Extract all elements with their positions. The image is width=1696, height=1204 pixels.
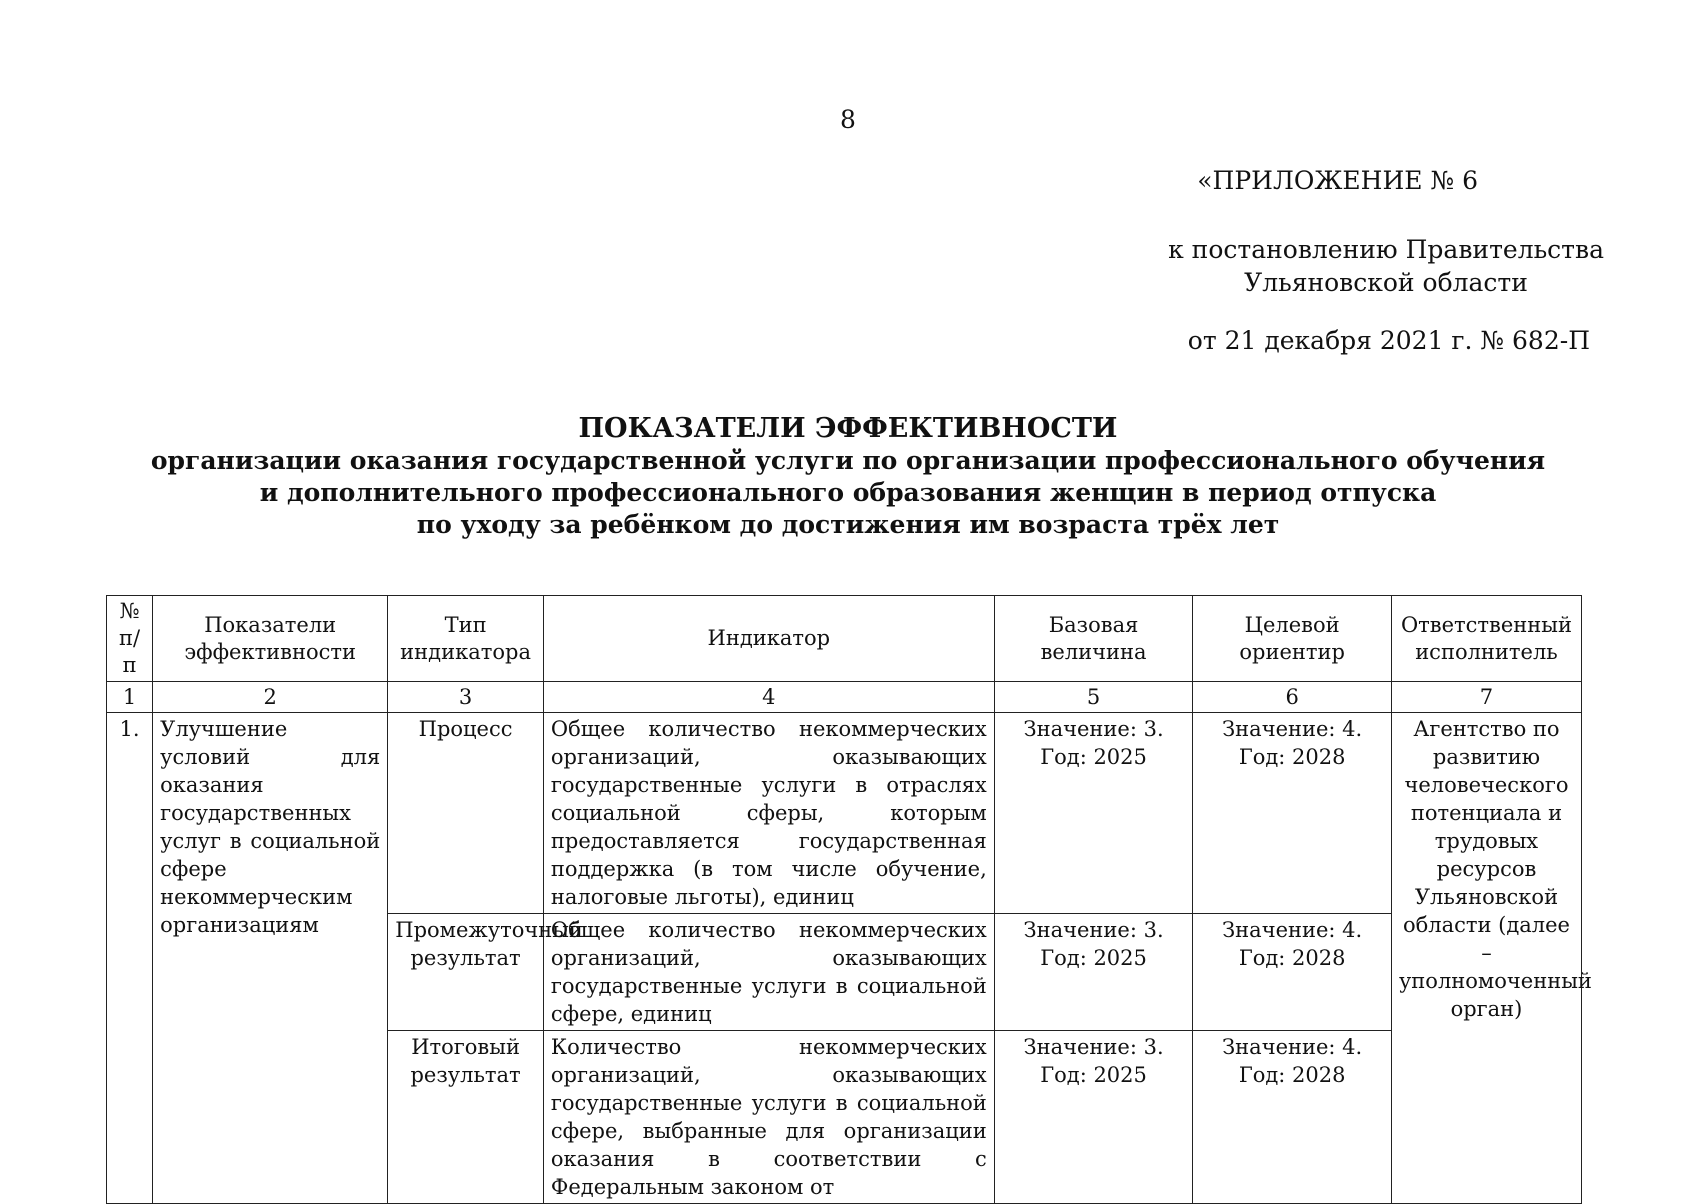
appendix-reference xyxy=(1168,233,1604,299)
header-description: Индикатор xyxy=(543,596,994,682)
appendix-reference-line1: к постановлению Правительства xyxy=(1168,235,1604,264)
column-number: 6 xyxy=(1193,682,1392,713)
column-number: 1 xyxy=(107,682,153,713)
header-indicator: Показатели эффективности xyxy=(153,596,388,682)
subrow-description: Количество некоммерческих организаций, оказывающих государственные услуги в социальной сфере, выбранные для организации оказания в соответствии с Федеральным законом от xyxy=(543,1031,994,1204)
appendix-date: от 21 декабря 2021 г. № 682-П xyxy=(1187,326,1590,355)
header-num: № п/п xyxy=(107,596,153,682)
column-number: 5 xyxy=(994,682,1193,713)
title-line3: по уходу за ребёнком до достижения им возраста трёх лет xyxy=(416,510,1280,539)
document-title xyxy=(0,413,1696,541)
table-header-row xyxy=(107,596,1582,682)
header-type: Тип индикатора xyxy=(388,596,544,682)
column-number: 3 xyxy=(388,682,544,713)
row-responsible: Агентство по развитию человеческого потенциала и трудовых ресурсов Ульяновской области (далее – уполномоченный орган) xyxy=(1391,713,1581,1204)
subrow-type: Итоговый результат xyxy=(388,1031,544,1204)
header-responsible: Ответственный исполнитель xyxy=(1391,596,1581,682)
subrow-target: Значение: 4. Год: 2028 xyxy=(1193,1031,1392,1204)
indicators-table xyxy=(106,595,1592,1204)
column-number: 4 xyxy=(543,682,994,713)
subrow-description: Общее количество некоммерческих организаций, оказывающих государственные услуги в отраслях социальной сферы, которым предоставляется государственная поддержка (в том числе обучение, налоговые льготы), единиц xyxy=(543,713,994,914)
table-row xyxy=(107,713,1582,914)
subrow-base: Значение: 3. Год: 2025 xyxy=(994,914,1193,1031)
appendix-reference-line2: Ульяновской области xyxy=(1244,268,1528,297)
subrow-type: Процесс xyxy=(388,713,544,914)
column-number: 2 xyxy=(153,682,388,713)
subrow-base: Значение: 3. Год: 2025 xyxy=(994,713,1193,914)
appendix-label: «ПРИЛОЖЕНИЕ № 6 xyxy=(1197,166,1478,195)
title-line2: и дополнительного профессионального образования женщин в период отпуска xyxy=(259,478,1437,507)
title-main: ПОКАЗАТЕЛИ ЭФФЕКТИВНОСТИ xyxy=(578,413,1118,444)
title-line1: организации оказания государственной услуги по организации профессионального обучения xyxy=(150,446,1546,475)
subrow-target: Значение: 4. Год: 2028 xyxy=(1193,914,1392,1031)
column-number: 7 xyxy=(1391,682,1581,713)
page-number: 8 xyxy=(840,105,856,134)
header-target: Целевой ориентир xyxy=(1193,596,1392,682)
column-numbers-row xyxy=(107,682,1582,713)
header-base: Базовая величина xyxy=(994,596,1193,682)
subrow-description: Общее количество некоммерческих организаций, оказывающих государственные услуги в социальной сфере, единиц xyxy=(543,914,994,1031)
subrow-target: Значение: 4. Год: 2028 xyxy=(1193,713,1392,914)
row-indicator: Улучшение условий для оказания государственных услуг в социальной сфере некоммерческим организациям xyxy=(153,713,388,1204)
subrow-base: Значение: 3. Год: 2025 xyxy=(994,1031,1193,1204)
subrow-type: Промежуточный результат xyxy=(388,914,544,1031)
row-number: 1. xyxy=(107,713,153,1204)
